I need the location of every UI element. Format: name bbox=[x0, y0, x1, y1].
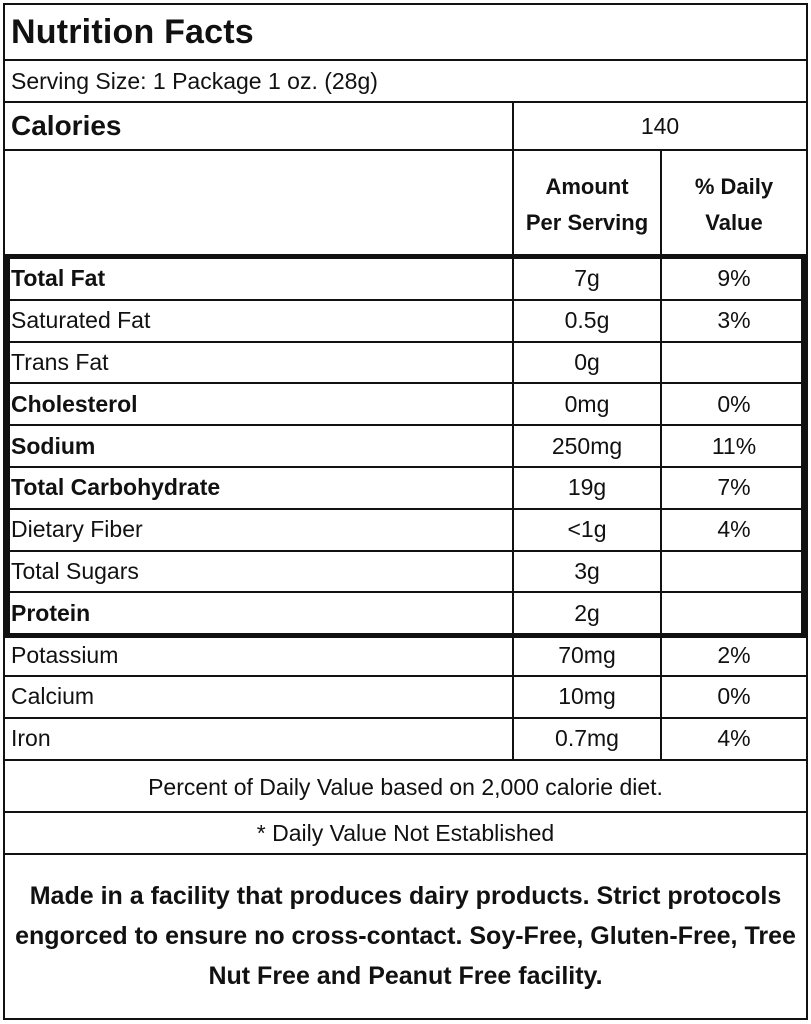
nutrient-amount: 3g bbox=[574, 557, 600, 584]
nutrient-amount: 70mg bbox=[558, 641, 616, 668]
nutrient-daily-value: 4% bbox=[717, 516, 751, 543]
nutrient-amount: 0g bbox=[574, 348, 600, 375]
nutrient-row bbox=[5, 677, 806, 719]
nutrient-amount: 10mg bbox=[558, 683, 616, 710]
allergen-statement-text: Made in a facility that produces dairy products. Strict protocols engorced to ensure no cross-contact. Soy-Free, Gluten-Free, Tree Nut Free and Peanut Free facility. bbox=[15, 881, 796, 990]
nutrition-facts-label bbox=[3, 3, 808, 1020]
calories-value: 140 bbox=[640, 112, 680, 139]
title-row bbox=[5, 5, 806, 61]
footnote-dv-text: Percent of Daily Value based on 2,000 calorie diet. bbox=[148, 773, 663, 800]
nutrient-name: Potassium bbox=[11, 641, 119, 668]
calories-label: Calories bbox=[11, 110, 122, 141]
nutrient-daily-value: 7% bbox=[717, 474, 751, 501]
nutrient-amount: 250mg bbox=[551, 432, 623, 459]
nutrient-amount: 19g bbox=[567, 474, 607, 501]
nutrient-name: Dietary Fiber bbox=[11, 516, 143, 543]
column-header-row bbox=[5, 151, 806, 259]
nutrient-name: Saturated Fat bbox=[11, 307, 151, 334]
nutrient-amount: 0.7mg bbox=[555, 725, 619, 752]
nutrient-name: Trans Fat bbox=[11, 348, 109, 375]
nutrient-amount: 7g bbox=[574, 265, 600, 292]
page-title: Nutrition Facts bbox=[11, 12, 254, 51]
nutrient-row bbox=[5, 384, 806, 426]
nutrient-row bbox=[5, 593, 806, 635]
nutrient-name: Total Sugars bbox=[11, 557, 139, 584]
nutrient-row bbox=[5, 426, 806, 468]
nutrient-name: Total Carbohydrate bbox=[11, 474, 221, 501]
nutrient-row bbox=[5, 301, 806, 343]
allergen-statement bbox=[5, 853, 806, 1018]
footnote-not-established bbox=[5, 813, 806, 855]
nutrient-amount: 0mg bbox=[564, 390, 610, 417]
nutrient-daily-value: 4% bbox=[717, 725, 751, 752]
nutrient-daily-value: 0% bbox=[717, 683, 751, 710]
nutrient-name: Cholesterol bbox=[11, 390, 138, 417]
nutrient-daily-value: 3% bbox=[717, 307, 751, 334]
nutrient-amount: <1g bbox=[567, 516, 607, 543]
nutrient-daily-value: 0% bbox=[717, 390, 751, 417]
footnote-not-established-text: * Daily Value Not Established bbox=[256, 819, 555, 846]
nutrient-daily-value: 9% bbox=[717, 265, 751, 292]
calories-row bbox=[5, 103, 806, 151]
nutrient-daily-value: 2% bbox=[717, 641, 751, 668]
nutrient-row bbox=[5, 343, 806, 385]
nutrient-name: Calcium bbox=[11, 683, 95, 710]
nutrient-name: Iron bbox=[11, 725, 51, 752]
nutrient-name: Protein bbox=[11, 599, 91, 626]
amount-per-serving-header: Amount Per Serving bbox=[525, 174, 649, 235]
daily-value-header: % Daily Value bbox=[694, 174, 774, 235]
serving-size: Serving Size: 1 Package 1 oz. (28g) bbox=[11, 67, 378, 94]
nutrient-amount: 2g bbox=[574, 599, 600, 626]
nutrient-row bbox=[5, 510, 806, 552]
nutrient-row bbox=[5, 259, 806, 301]
nutrient-amount: 0.5g bbox=[564, 307, 610, 334]
footnote-daily-value bbox=[5, 763, 806, 813]
nutrient-name: Total Fat bbox=[11, 265, 106, 292]
nutrient-name: Sodium bbox=[11, 432, 96, 459]
nutrient-row bbox=[5, 635, 806, 677]
nutrient-row bbox=[5, 468, 806, 510]
serving-size-row bbox=[5, 61, 806, 103]
nutrient-daily-value: 11% bbox=[711, 432, 757, 459]
nutrient-row bbox=[5, 552, 806, 594]
nutrient-row bbox=[5, 719, 806, 761]
